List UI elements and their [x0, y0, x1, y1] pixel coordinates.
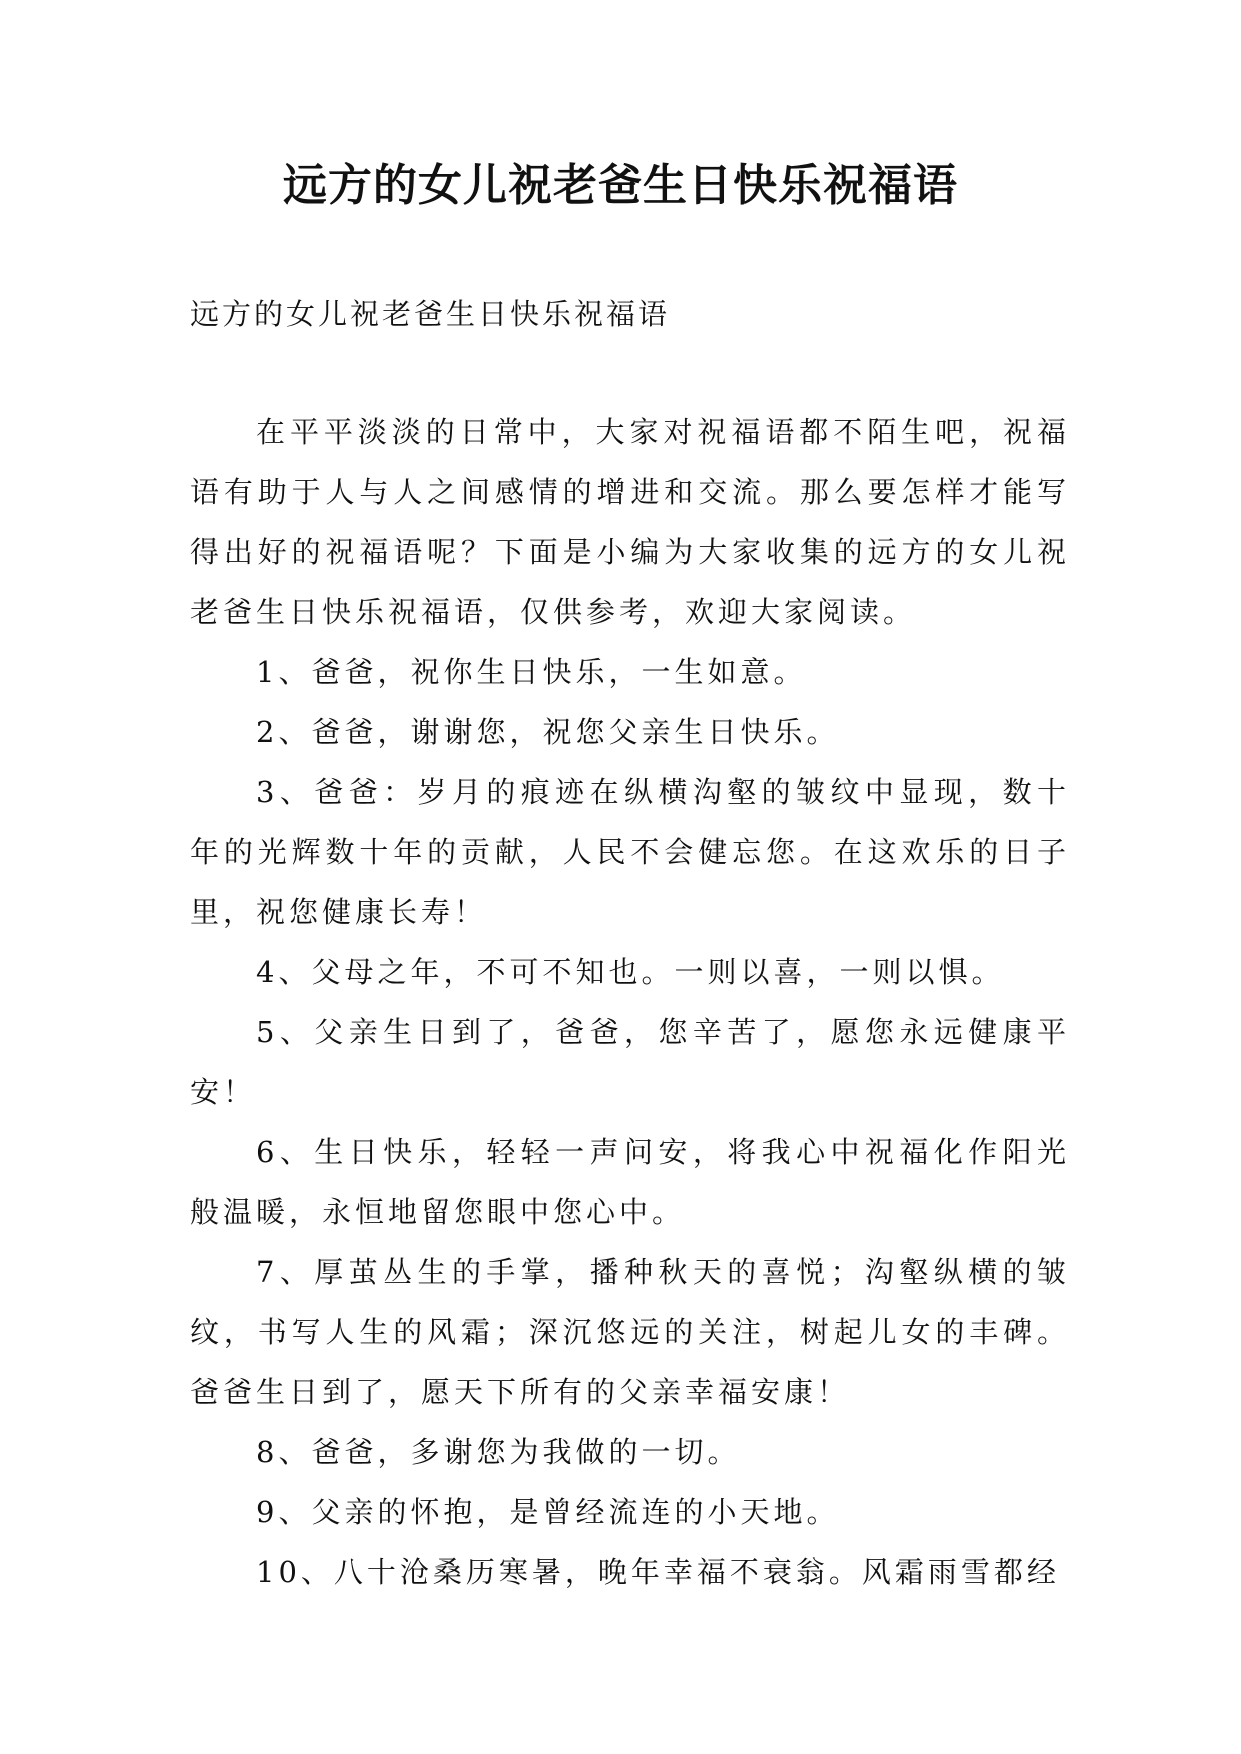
- wish-item-9: 9、父亲的怀抱，是曾经流连的小天地。: [256, 1495, 840, 1529]
- wish-item-6: 6、生日快乐，轻轻一声问安，将我心中祝福化作阳光般温暖，永恒地留您眼中您心中。: [190, 1135, 1070, 1229]
- document-title: 远方的女儿祝老爸生日快乐祝福语: [283, 160, 958, 211]
- wish-item-1: 1、爸爸，祝你生日快乐，一生如意。: [256, 655, 807, 689]
- document-body: [190, 402, 1070, 1602]
- document-subtitle: 远方的女儿祝老爸生日快乐祝福语: [190, 297, 671, 331]
- wish-item-2: 2、爸爸，谢谢您，祝您父亲生日快乐。: [256, 715, 840, 749]
- wish-item-5: 5、父亲生日到了，爸爸，您辛苦了，愿您永远健康平安！: [190, 1015, 1070, 1109]
- wish-item-10: 10、八十沧桑历寒暑，晚年幸福不衰翁。风霜雨雪都经: [256, 1555, 1060, 1589]
- wish-item-7: 7、厚茧丛生的手掌，播种秋天的喜悦；沟壑纵横的皱纹，书写人生的风霜；深沉悠远的关注，树起儿女的丰碑。爸爸生日到了，愿天下所有的父亲幸福安康！: [190, 1255, 1070, 1409]
- wish-item-8: 8、爸爸，多谢您为我做的一切。: [256, 1435, 741, 1469]
- wish-item-3: 3、爸爸：岁月的痕迹在纵横沟壑的皱纹中显现，数十年的光辉数十年的贡献，人民不会健忘您。在这欢乐的日子里，祝您健康长寿！: [190, 775, 1070, 929]
- wish-item-4: 4、父母之年，不可不知也。一则以喜，一则以惧。: [256, 955, 1005, 989]
- intro-paragraph: 在平平淡淡的日常中，大家对祝福语都不陌生吧，祝福语有助于人与人之间感情的增进和交流。那么要怎样才能写得出好的祝福语呢？下面是小编为大家收集的远方的女儿祝老爸生日快乐祝福语，仅供参考，欢迎大家阅读。: [190, 415, 1070, 629]
